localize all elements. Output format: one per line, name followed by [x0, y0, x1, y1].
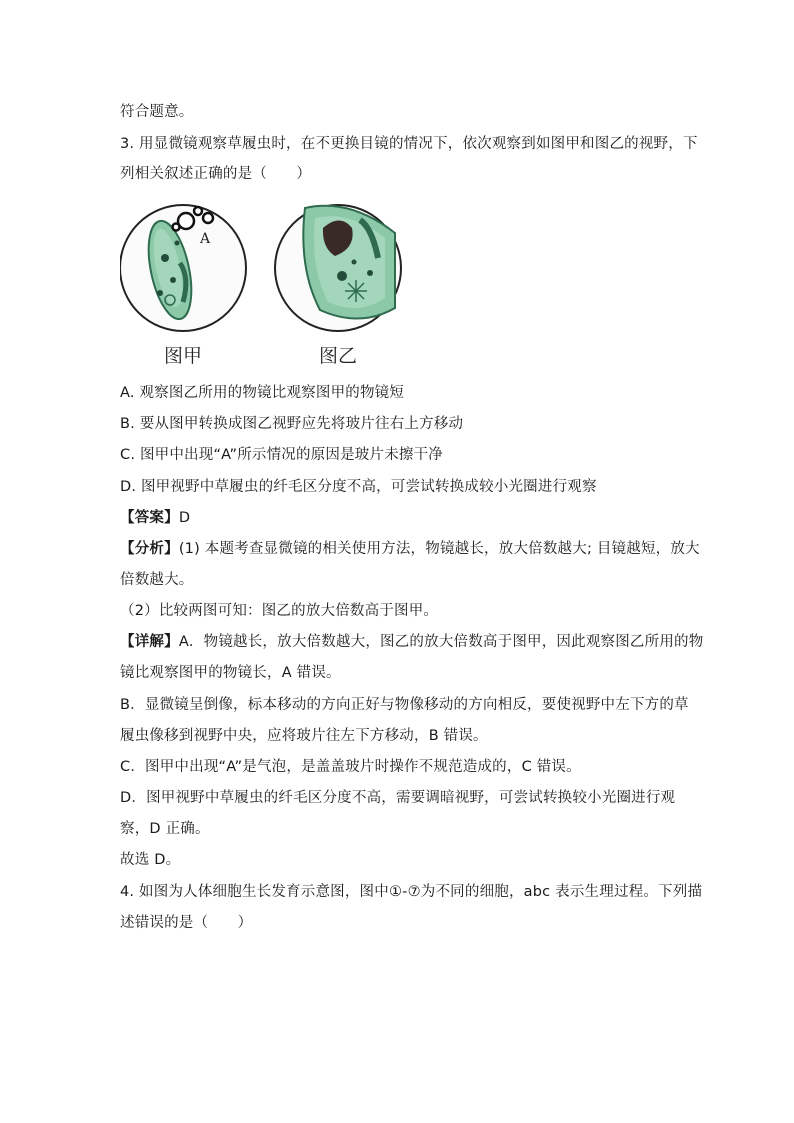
paramecium-views-image — [120, 198, 410, 370]
detail-a-line-2: 镜比观察图甲的物镜长，A 错误。 — [120, 665, 341, 681]
caption-jia: 图甲 — [163, 345, 203, 367]
detail-b-line-2: 履虫像移到视野中央，应将玻片往左下方移动，B 错误。 — [120, 728, 488, 744]
paramecium-yi — [303, 206, 395, 319]
detail-d-line-2: 察，D 正确。 — [120, 821, 210, 837]
option-a: A. 观察图乙所用的物镜比观察图甲的物镜短 — [120, 385, 405, 401]
question-3-stem-2: 列相关叙述正确的是（ ） — [120, 166, 312, 182]
question-3-stem-1: 3. 用显微镜观察草履虫时，在不更换目镜的情况下，依次观察到如图甲和图乙的视野，下 — [120, 136, 698, 152]
detail-d-line-1: D．图甲视野中草履虫的纤毛区分度不高，需要调暗视野，可尝试转换较小光圈进行观 — [120, 790, 676, 806]
answer-line: 【答案】D — [120, 510, 191, 526]
conclusion-line: 故选 D。 — [120, 852, 181, 868]
text-line-prev: 符合题意。 — [120, 104, 194, 120]
microscope-figure — [120, 198, 410, 370]
analysis-line-2: 倍数越大。 — [120, 572, 194, 588]
option-c: C. 图甲中出现“A”所示情况的原因是玻片未擦干净 — [120, 447, 443, 463]
detail-c-line: C．图甲中出现“A”是气泡，是盖盖玻片时操作不规范造成的，C 错误。 — [120, 759, 581, 775]
bubble-label-a: A — [200, 231, 211, 247]
analysis-line-1: 【分析】(1) 本题考查显微镜的相关使用方法，物镜越长，放大倍数越大; 目镜越短，放大 — [120, 541, 700, 557]
question-4-stem-1: 4. 如图为人体细胞生长发育示意图，图中①-⑦为不同的细胞，abc 表示生理过程。下列描 — [120, 884, 703, 900]
option-d: D. 图甲视野中草履虫的纤毛区分度不高，可尝试转换成较小光圈进行观察 — [120, 479, 597, 495]
detail-b-line-1: B．显微镜呈倒像，标本移动的方向正好与物像移动的方向相反，要使视野中左下方的草 — [120, 697, 689, 713]
option-b: B. 要从图甲转换成图乙视野应先将玻片往右上方移动 — [120, 416, 464, 432]
question-4-stem-2: 述错误的是（ ） — [120, 915, 253, 931]
analysis-line-3: （2）比较两图可知：图乙的放大倍数高于图甲。 — [120, 603, 439, 619]
caption-yi: 图乙 — [318, 345, 358, 367]
detail-a-line-1: 【详解】A．物镜越长，放大倍数越大，图乙的放大倍数高于图甲，因此观察图乙所用的物 — [120, 634, 704, 650]
